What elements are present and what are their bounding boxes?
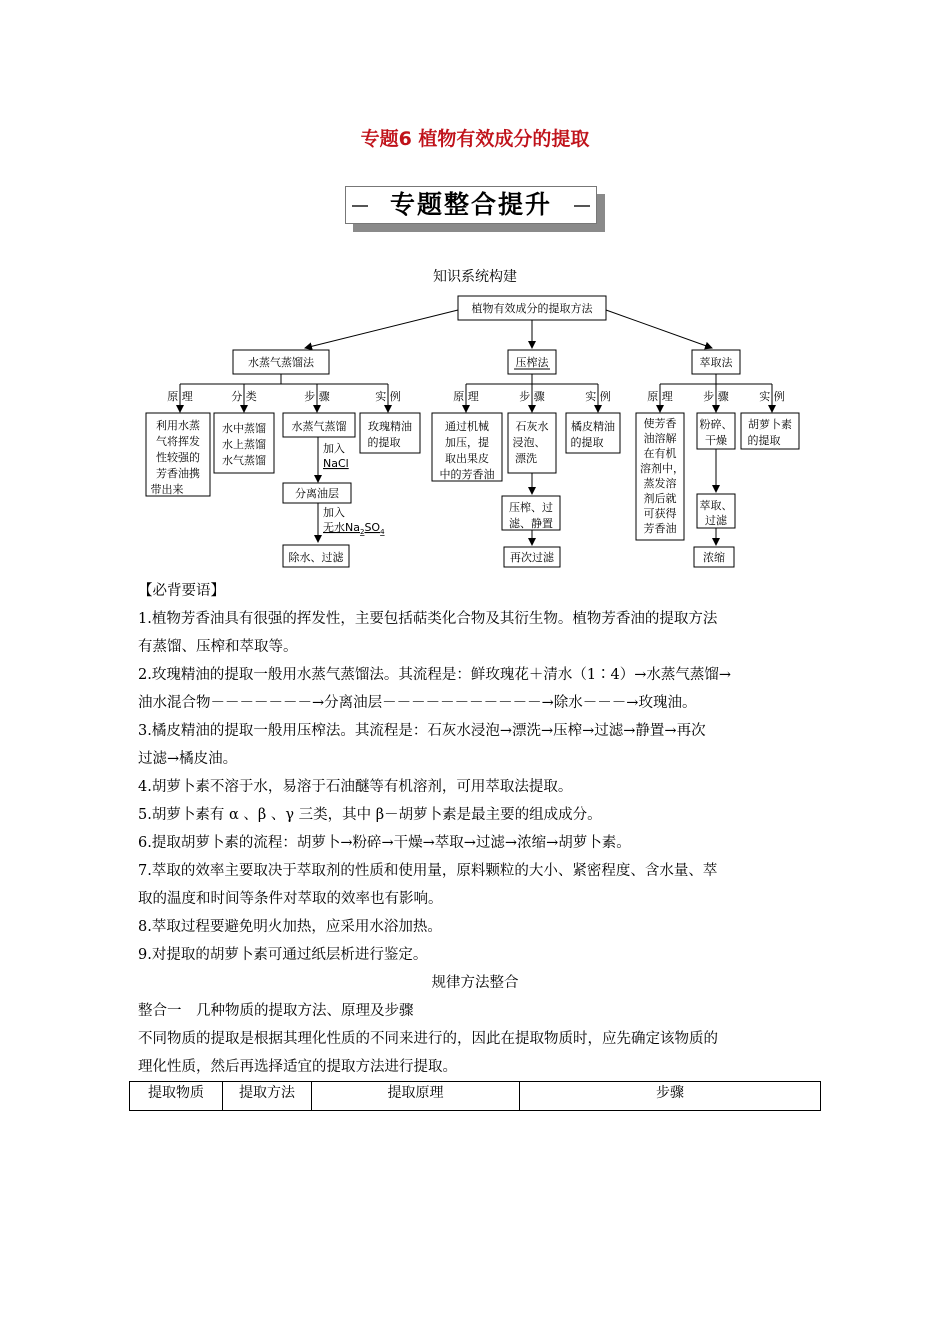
banner-text: 专题整合提升 — [389, 190, 552, 219]
methods-subheading: 整合一 几种物质的提取方法、原理及步骤 — [138, 1003, 414, 1019]
extract-step-3: 浓缩 — [703, 551, 725, 564]
knowledge-heading: 知识系统构建 — [433, 269, 517, 285]
steam-branch-class: 分 类 — [231, 390, 257, 403]
extract-branch-example: 实 例 — [759, 390, 785, 403]
steam-add-1: 加入 — [323, 442, 345, 455]
extract-branch-principle: 原 理 — [647, 390, 673, 403]
extract-step-line: 干燥 — [705, 434, 727, 447]
steam-class-line: 水气蒸馏 — [222, 454, 266, 467]
steam-example-line: 的提取 — [367, 436, 401, 449]
recite-line: 3.橘皮精油的提取一般用压榨法。其流程是：石灰水浸泡→漂洗→压榨→过滤→静置→再次 — [138, 723, 706, 739]
recite-line: 5.胡萝卜素有 α 、β 、γ 三类，其中 β－胡萝卜素是最主要的组成成分。 — [138, 807, 602, 823]
press-step2-line: 滤、静置 — [509, 517, 553, 530]
steam-example-line: 玫瑰精油 — [368, 420, 412, 433]
extract-step2-line: 萃取、 — [699, 499, 733, 512]
press-step-3: 再次过滤 — [510, 551, 554, 564]
methods-heading: 规律方法整合 — [431, 975, 519, 991]
extract-example-line: 胡萝卜素 — [748, 418, 792, 431]
table-header-cell: 提取物质 — [130, 1082, 223, 1111]
extract-principle-line: 芳香油 — [643, 522, 677, 535]
table-header-cell: 步骤 — [520, 1082, 821, 1111]
steam-principle-line: 芳香油携 — [156, 467, 200, 480]
recite-line: 有蒸馏、压榨和萃取等。 — [138, 639, 298, 655]
recite-line: 过滤→橘皮油。 — [138, 751, 238, 767]
method-label-press: 压榨法 — [515, 356, 549, 369]
press-step-line: 漂洗 — [515, 452, 537, 465]
extract-principle-line: 使芳香 — [643, 417, 677, 430]
recite-line: 7.萃取的效率主要取决于萃取剂的性质和使用量，原料颗粒的大小、紧密程度、含水量、萃 — [138, 863, 718, 879]
recite-line: 6.提取胡萝卜素的流程：胡萝卜→粉碎→干燥→萃取→过滤→浓缩→胡萝卜素。 — [138, 835, 631, 851]
recite-line: 油水混合物－－－－－－－→分离油层－－－－－－－－－－－→除水－－－→玫瑰油。 — [138, 695, 697, 711]
steam-step-3: 除水、过滤 — [288, 551, 344, 564]
extract-principle-line: 油溶解 — [643, 432, 677, 445]
extract-branch-steps: 步 骤 — [703, 390, 729, 403]
press-step2-line: 压榨、过 — [509, 501, 553, 514]
recite-line: 9.对提取的胡萝卜素可通过纸层析进行鉴定。 — [138, 947, 428, 963]
press-principle-line: 中的芳香油 — [439, 468, 495, 481]
document-title: 专题6 植物有效成分的提取 — [360, 128, 590, 150]
table-header-row — [130, 1082, 821, 1111]
reagent-sub: 2 — [359, 528, 365, 536]
recite-line: 取的温度和时间等条件对萃取的效率也有影响。 — [138, 891, 443, 907]
steam-principle-line: 性较强的 — [156, 451, 200, 464]
recite-line: 8.萃取过程要避免明火加热，应采用水浴加热。 — [138, 919, 442, 935]
reagent-part: 无水Na — [323, 521, 360, 534]
press-branch-principle: 原 理 — [453, 390, 479, 403]
steam-principle-line: 利用水蒸 — [156, 419, 200, 432]
recite-line: 4.胡萝卜素不溶于水，易溶于石油醚等有机溶剂，可用萃取法提取。 — [138, 779, 573, 795]
steam-branch-steps: 步 骤 — [304, 390, 330, 403]
press-principle-line: 取出果皮 — [445, 452, 489, 465]
press-branch-example: 实 例 — [585, 390, 611, 403]
press-step-line: 浸泡、 — [512, 436, 546, 449]
must-recite-heading: 【必背要语】 — [138, 583, 225, 599]
press-principle-line: 加压，提 — [445, 436, 489, 449]
table-header-cell: 提取原理 — [312, 1082, 520, 1111]
press-example-line: 的提取 — [570, 436, 604, 449]
extract-principle-line: 溶剂中， — [640, 462, 684, 475]
extract-step2-line: 过滤 — [705, 514, 727, 527]
press-example-line: 橘皮精油 — [571, 420, 615, 433]
reagent-sub: 4 — [380, 528, 385, 536]
extract-principle-line: 在有机 — [643, 447, 677, 460]
methods-line: 不同物质的提取是根据其理化性质的不同来进行的，因此在提取物质时，应先确定该物质的 — [138, 1031, 718, 1047]
steam-class-line: 水上蒸馏 — [222, 438, 266, 451]
steam-principle-line: 带出来 — [150, 483, 184, 496]
root-label: 植物有效成分的提取方法 — [471, 302, 593, 315]
press-branch-steps: 步 骤 — [519, 390, 545, 403]
press-principle-line: 通过机械 — [445, 420, 489, 433]
extract-step-line: 粉碎、 — [699, 418, 733, 431]
extract-principle-line: 剂后就 — [643, 492, 677, 505]
steam-branch-principle: 原 理 — [167, 390, 193, 403]
methods-line: 理化性质，然后再选择适宜的提取方法进行提取。 — [138, 1059, 457, 1075]
steam-add-2: 加入 — [323, 506, 345, 519]
press-step-line: 石灰水 — [515, 420, 549, 433]
table-header-cell: 提取方法 — [223, 1082, 312, 1111]
steam-principle-line: 气将挥发 — [156, 435, 200, 448]
recite-line: 2.玫瑰精油的提取一般用水蒸气蒸馏法。其流程是：鲜玫瑰花＋清水（1∶4）→水蒸气蒸馏→ — [138, 667, 732, 683]
steam-add-2-reagent — [323, 520, 385, 536]
steam-branch-example: 实 例 — [375, 390, 401, 403]
extract-example-line: 的提取 — [747, 434, 781, 447]
steam-step-2: 分离油层 — [295, 487, 339, 500]
steam-step-1: 水蒸气蒸馏 — [291, 420, 347, 433]
extract-principle-line: 可获得 — [643, 507, 677, 520]
steam-class-line: 水中蒸馏 — [222, 422, 266, 435]
recite-line: 1.植物芳香油具有很强的挥发性，主要包括萜类化合物及其衍生物。植物芳香油的提取方法 — [138, 611, 718, 627]
extraction-table — [129, 1081, 821, 1111]
steam-add-1-salt: NaCl — [323, 457, 349, 470]
method-label-steam: 水蒸气蒸馏法 — [248, 356, 314, 369]
method-label-extract: 萃取法 — [699, 356, 733, 369]
extract-principle-line: 蒸发溶 — [643, 477, 677, 490]
reagent-part: SO — [364, 521, 381, 534]
